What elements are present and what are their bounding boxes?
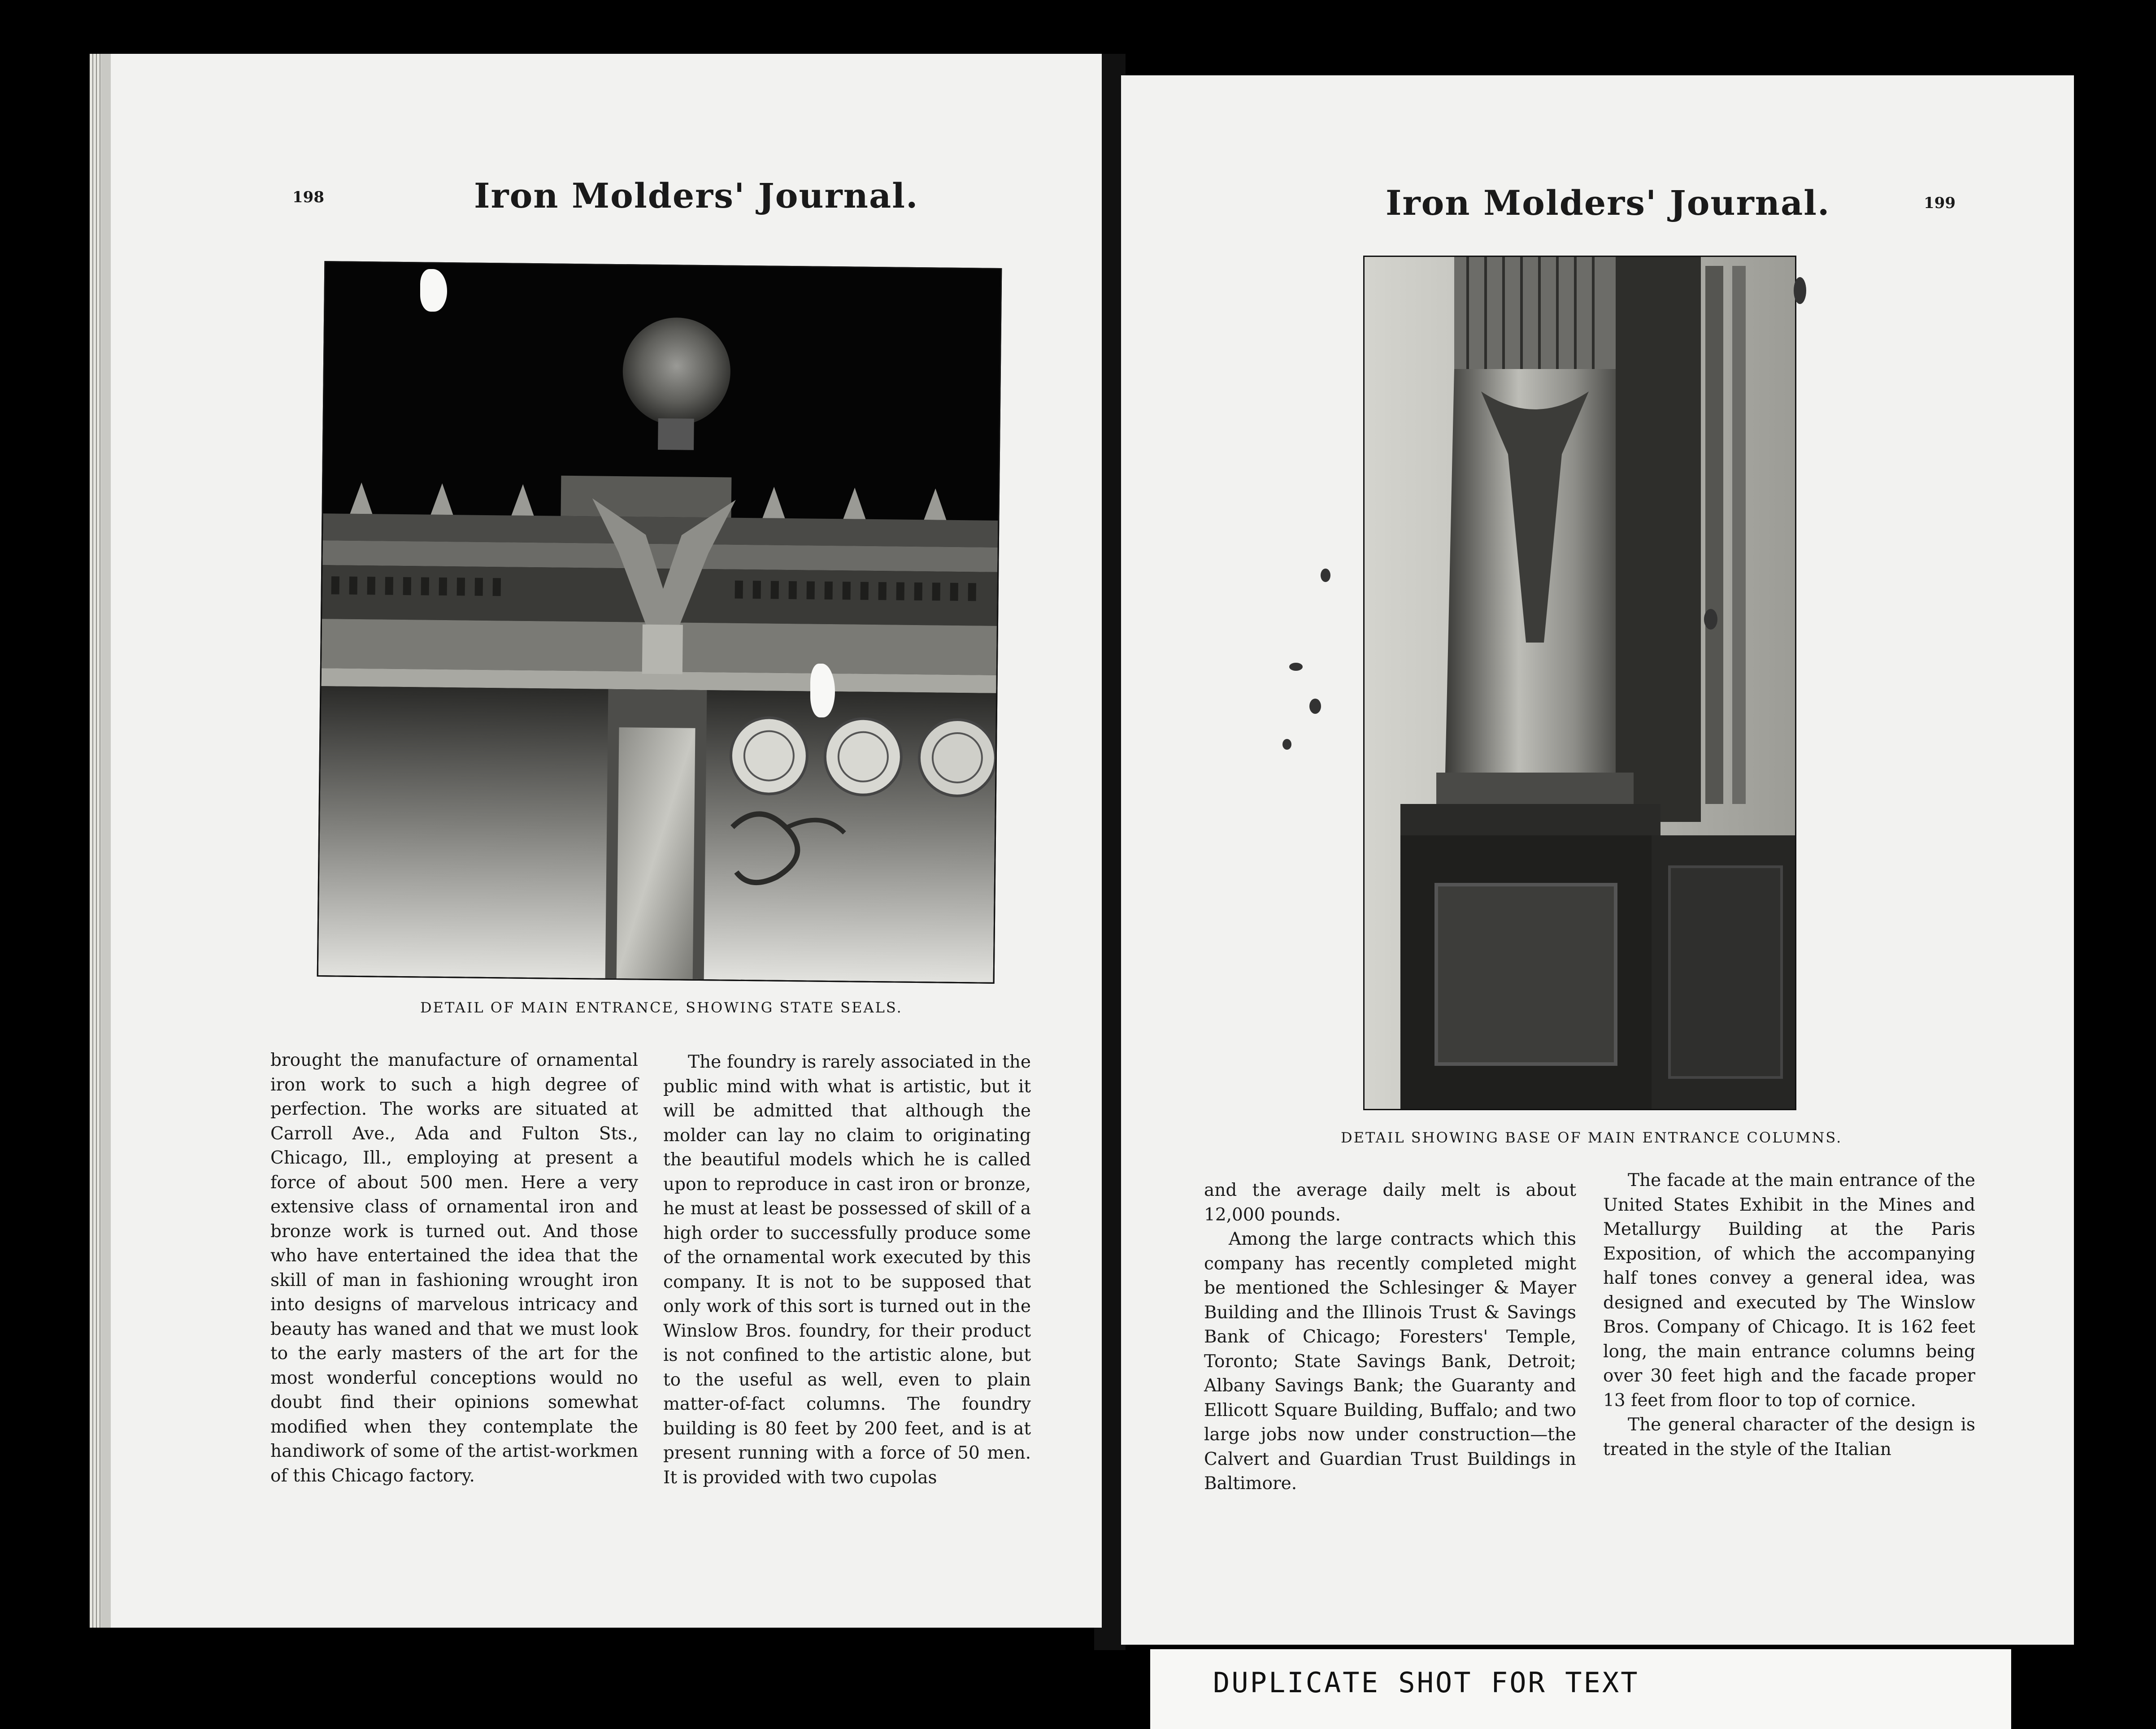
right-journal-title: Iron Molders' Journal. [1386,183,1830,223]
paragraph: The facade at the main entrance of the United States Exhibit in the Mines and Metallurgy Building at the Paris Exposition, of which the accompanying half tones convey a general idea, was designed and executed by The Winslow Bros. Company of Chicago. It is 162 feet long, the main entrance columns being over 30 feet high and the facade proper 13 feet from floor to top of cornice. [1603,1170,1975,1411]
right-figure-caption: DETAIL SHOWING BASE OF MAIN ENTRANCE COLUMNS. [1341,1129,1843,1146]
archive-label-text: DUPLICATE SHOT FOR TEXT [1213,1666,1639,1699]
paragraph: Among the large contracts which this company has recently completed might be mentioned the Schlesinger & Mayer Building and the Illinois Trust & Savings Bank of Chicago; Foresters' Temple, Toronto; State Savings Bank, Detroit; Albany Savings Bank; the Guaranty and Ellicott Square Building, Buffalo; and two large jobs now under construction—the Calvert and Guardian Trust Buildings in Baltimore. [1204,1229,1576,1494]
paragraph: The general character of the design is treated in the style of the Italian [1603,1415,1975,1460]
right-column-2 [1603,1169,1975,1462]
left-journal-title: Iron Molders' Journal. [474,176,919,216]
right-page [1121,75,2074,1645]
left-column-1 [270,1048,638,1488]
paper-spot [1289,663,1303,671]
paper-spot [1309,699,1321,714]
paper-blemish [420,269,447,312]
paper-spot [1794,277,1806,304]
paragraph: and the average daily melt is about 12,000 pounds. [1204,1180,1576,1225]
left-figure-caption: DETAIL OF MAIN ENTRANCE, SHOWING STATE SEALS. [420,999,903,1016]
column-base-photo [1363,256,1796,1110]
paper-spot [1321,569,1330,582]
column-base-illustration [1365,257,1795,1109]
paper-spot [1704,609,1717,630]
paper-blemish [810,664,835,717]
paragraph: brought the manufacture of ornamental iron work to such a high degree of perfection. The works are situated at Carroll Ave., Ada and Fulton Sts., Chicago, Ill., employing at present a force of about 500 men. Here a very extensive class of ornamental iron and bronze work is turned out. And those who have entertained the idea that the skill of man in fashioning wrought iron into designs of marvelous intricacy and beauty has waned and that we must look to the early masters of the art for the most wonderful conceptions would no doubt find their opinions somewhat modified when they contemplate the handiwork of some of the artist-workmen of this Chicago factory. [270,1050,638,1486]
main-entrance-illustration [318,262,1001,982]
main-entrance-photo [317,261,1002,984]
right-column-1 [1204,1178,1576,1496]
left-column-2 [663,1050,1031,1490]
left-page [101,54,1102,1628]
paper-spot [1282,739,1291,750]
right-page-number: 199 [1924,194,1956,212]
left-page-number: 198 [292,188,324,206]
archive-label-strip [1150,1649,2011,1729]
paragraph: The foundry is rarely associated in the public mind with what is artistic, but it will be admitted that although the molder can lay no claim to originating the beautiful models which he is called upon to reproduce in cast iron or bronze, he must at least be possessed of skill of a high order to successfully produce some of the ornamental work executed by this company. It is not to be supposed that only work of this sort is turned out in the Winslow Bros. foundry, for their product is not confined to the artistic alone, but to the useful as well, even to plain matter-of-fact columns. The foundry building is 80 feet by 200 feet, and is at present running with a force of 50 men. It is provided with two cupolas [663,1052,1031,1488]
